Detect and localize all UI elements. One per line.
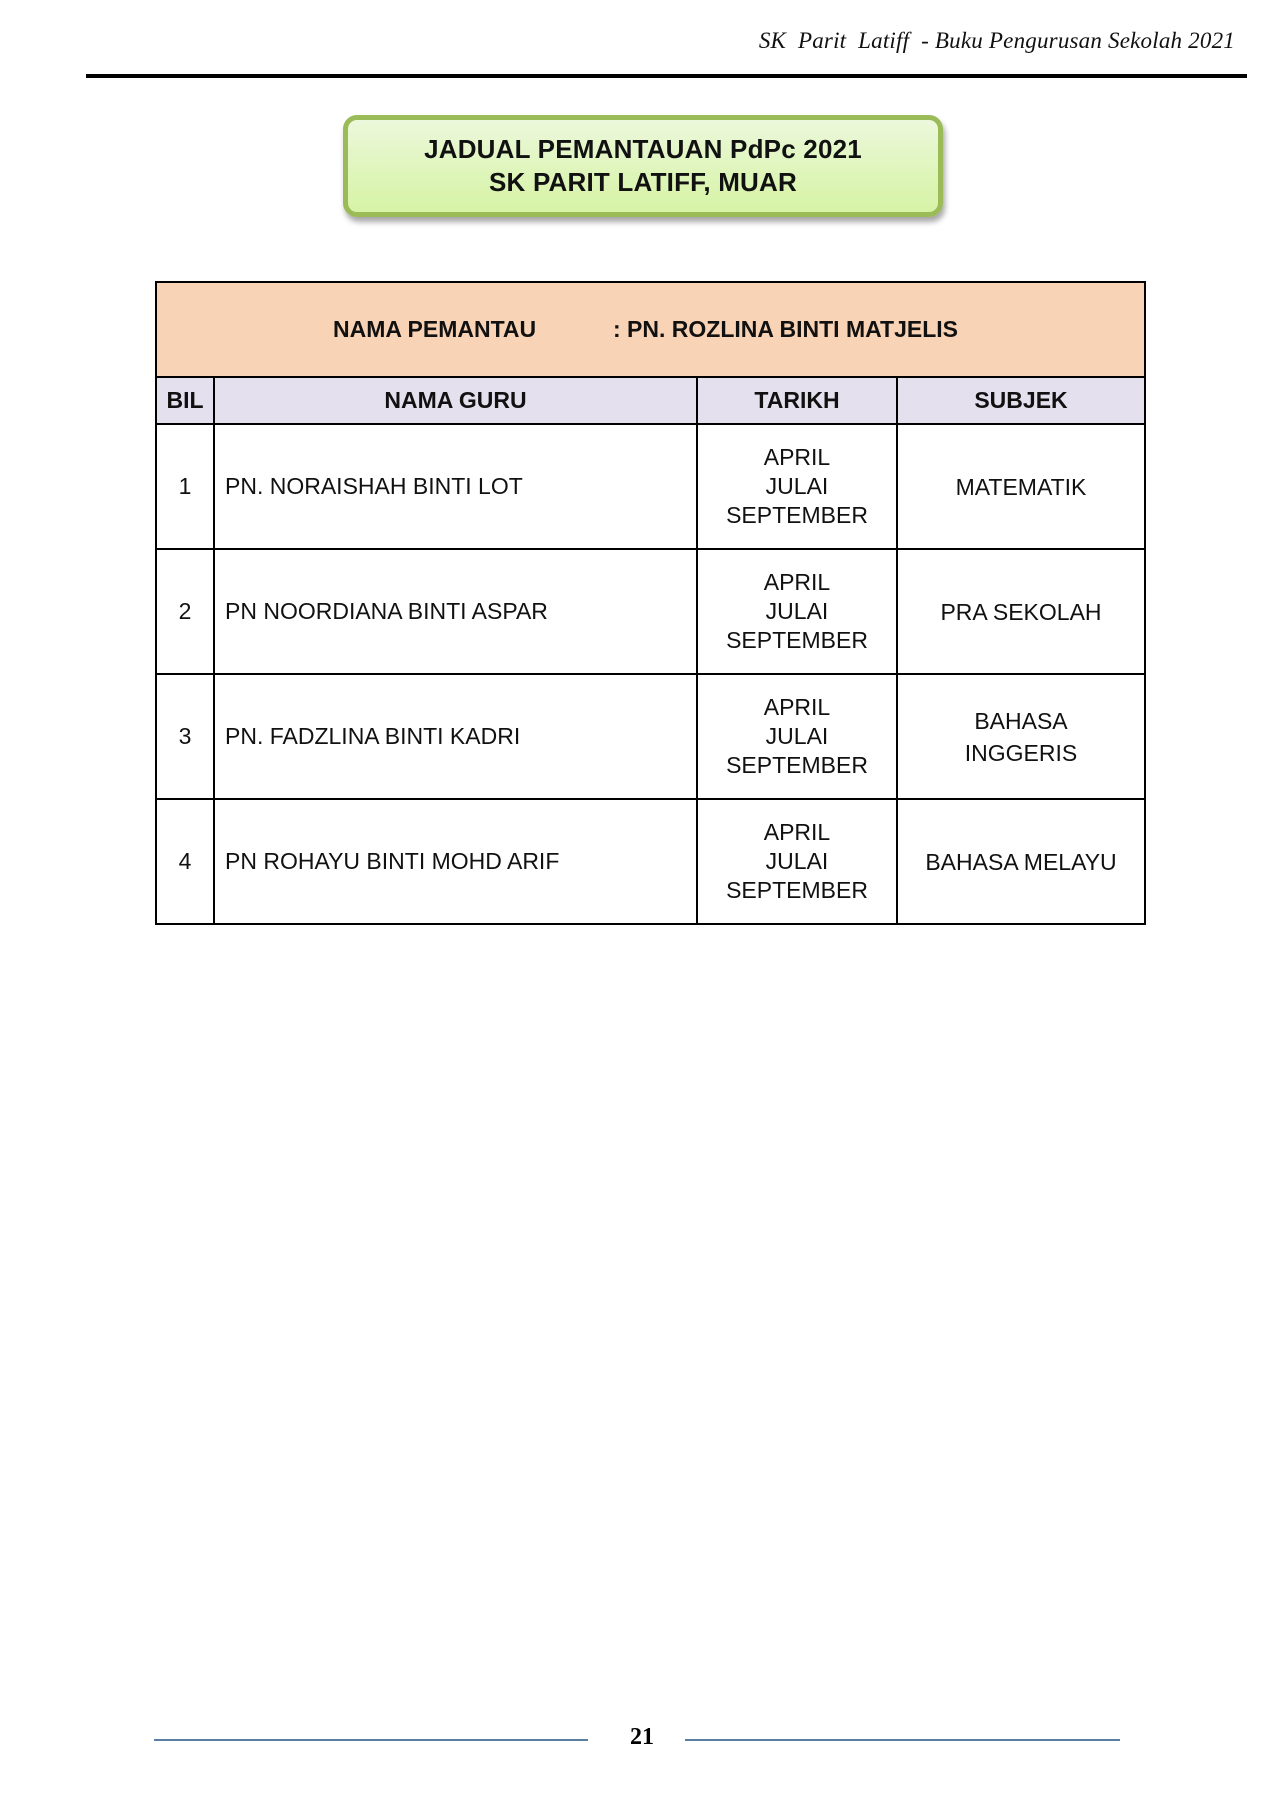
monitor-cell <box>156 282 1145 377</box>
date-item: JULAI <box>765 473 829 499</box>
monitoring-schedule-table <box>155 281 1146 925</box>
subject-text: BAHASA <box>974 707 1068 734</box>
date-item: APRIL <box>763 694 831 720</box>
cell-dates <box>697 799 897 924</box>
cell-subject <box>897 424 1145 549</box>
cell-teacher-name: PN. NORAISHAH BINTI LOT <box>214 424 697 549</box>
cell-teacher-name: PN NOORDIANA BINTI ASPAR <box>214 549 697 674</box>
date-item: JULAI <box>765 598 829 624</box>
column-header-subjek: SUBJEK <box>897 377 1145 424</box>
subject-text: MATEMATIK <box>955 473 1087 500</box>
cell-subject <box>897 674 1145 799</box>
cell-bil: 4 <box>156 799 214 924</box>
cell-subject <box>897 799 1145 924</box>
cell-dates <box>697 549 897 674</box>
cell-bil: 3 <box>156 674 214 799</box>
date-item: SEPTEMBER <box>726 627 868 653</box>
page-number: 21 <box>630 1724 654 1750</box>
footer-rule-left <box>154 1739 588 1741</box>
footer-rule-right <box>685 1739 1120 1741</box>
title-box <box>343 115 943 217</box>
subject-text: INGGERIS <box>964 739 1078 766</box>
date-item: APRIL <box>763 569 831 595</box>
cell-bil: 2 <box>156 549 214 674</box>
date-item: SEPTEMBER <box>726 877 868 903</box>
cell-teacher-name: PN. FADZLINA BINTI KADRI <box>214 674 697 799</box>
column-header-tarikh: TARIKH <box>697 377 897 424</box>
cell-bil: 1 <box>156 424 214 549</box>
date-item: SEPTEMBER <box>726 752 868 778</box>
title-line-1: JADUAL PEMANTAUAN PdPc 2021 <box>424 134 862 164</box>
table-row <box>156 424 1145 549</box>
column-header-row <box>156 377 1145 424</box>
table-row <box>156 674 1145 799</box>
cell-dates <box>697 424 897 549</box>
title-line-2: SK PARIT LATIFF, MUAR <box>489 167 797 197</box>
date-item: APRIL <box>763 444 831 470</box>
monitor-row <box>156 282 1145 377</box>
table-row <box>156 799 1145 924</box>
date-item: SEPTEMBER <box>726 502 868 528</box>
column-header-bil: BIL <box>156 377 214 424</box>
date-item: JULAI <box>765 723 829 749</box>
date-item: APRIL <box>763 819 831 845</box>
cell-subject <box>897 549 1145 674</box>
header-rule <box>86 74 1247 78</box>
subject-text: BAHASA MELAYU <box>925 848 1117 875</box>
cell-teacher-name: PN ROHAYU BINTI MOHD ARIF <box>214 799 697 924</box>
monitor-name: : PN. ROZLINA BINTI MATJELIS <box>613 316 958 342</box>
running-header: SK Parit Latiff - Buku Pengurusan Sekolah 2021 <box>758 28 1235 53</box>
cell-dates <box>697 674 897 799</box>
column-header-nama-guru: NAMA GURU <box>214 377 697 424</box>
date-item: JULAI <box>765 848 829 874</box>
monitor-label: NAMA PEMANTAU <box>333 316 537 342</box>
subject-text: PRA SEKOLAH <box>940 598 1102 625</box>
table-row <box>156 549 1145 674</box>
